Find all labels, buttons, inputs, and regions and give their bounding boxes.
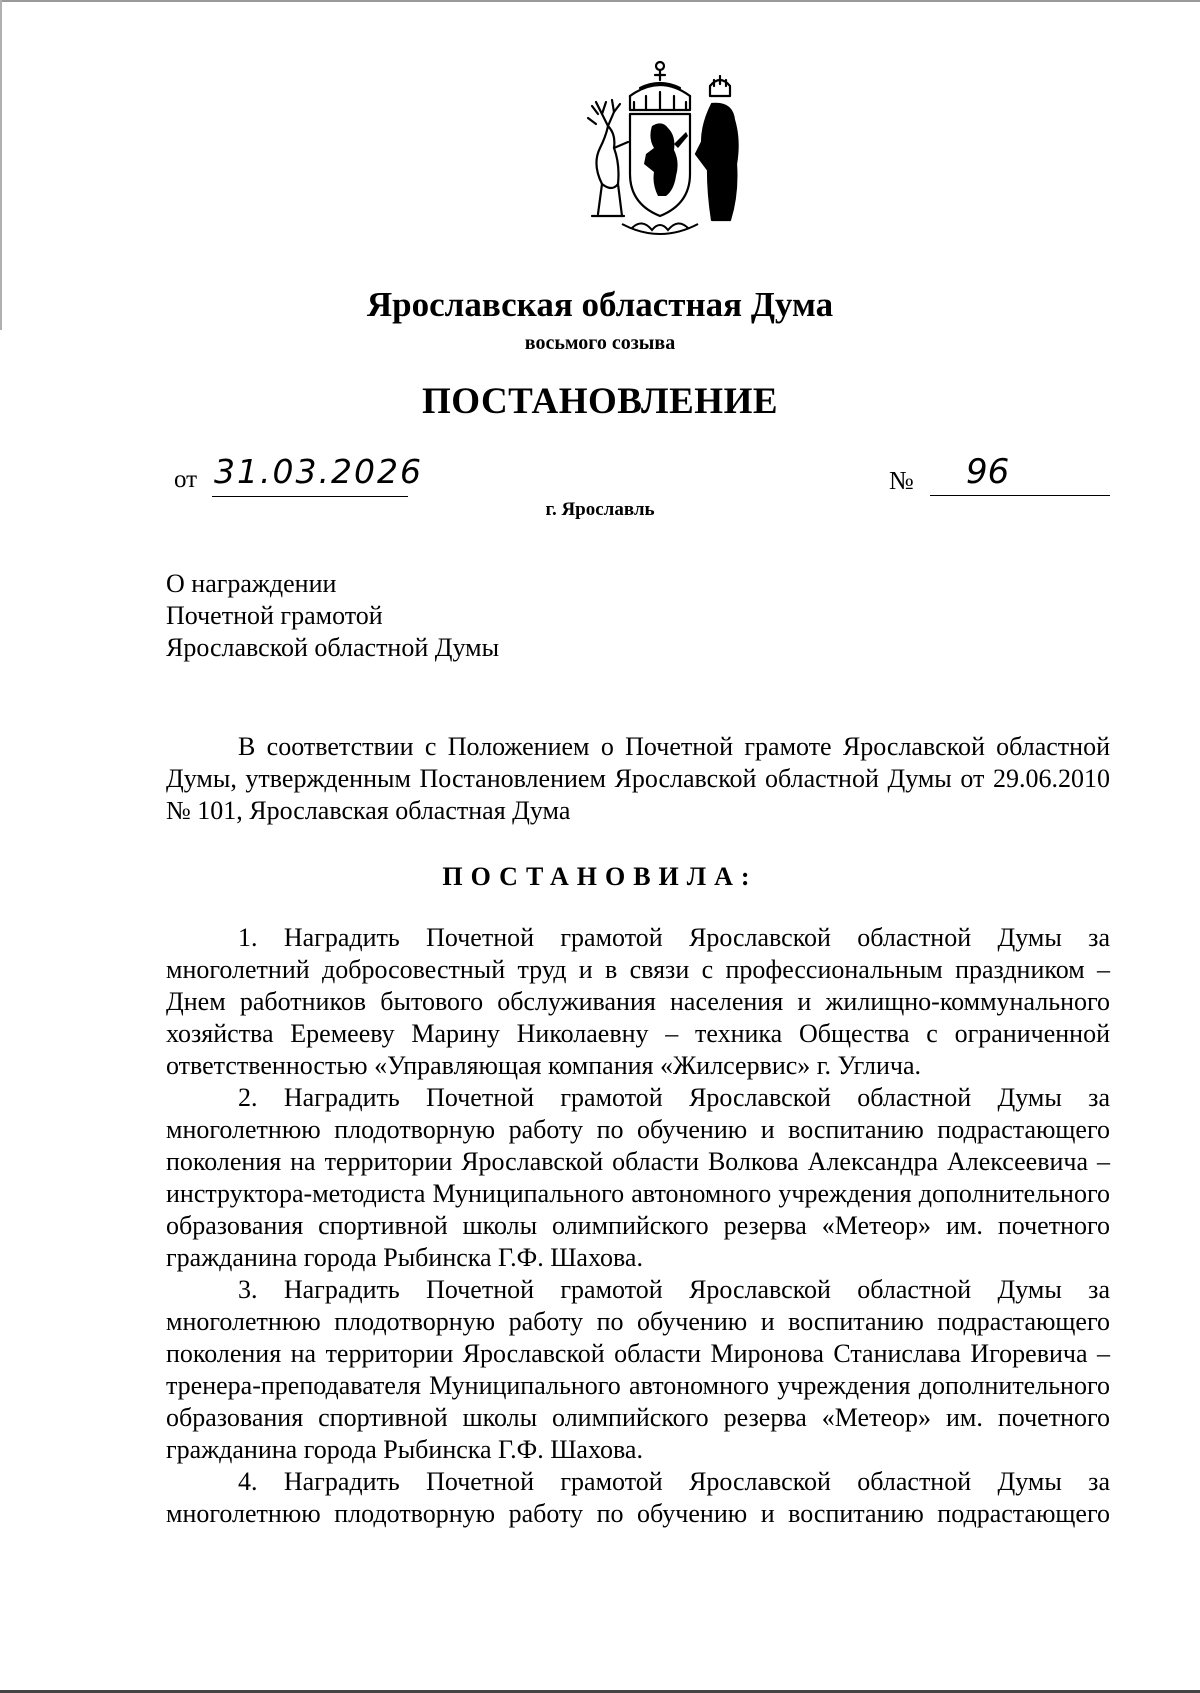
document-subject [166, 568, 499, 664]
decree-item: 3. Наградить Почетной грамотой Ярославской областной Думы за многолетнюю плодотворную работу по обучению и воспитанию подрастающего поколения на территории Ярославской области Миронова Станислава Игоревича – тренера-преподавателя Муниципального автономного учреждения дополнительного образования спортивной школы олимпийского резерва «Метеор» им. почетного гражданина города Рыбинска Г.Ф. Шахова. [166, 1275, 1110, 1464]
decree-item: 4. Наградить Почетной грамотой Ярославской областной Думы за многолетнюю плодотворную работу по обучению и воспитанию подрастающего [166, 1467, 1110, 1528]
decree-items [166, 922, 1110, 1530]
preamble-paragraph [166, 731, 1110, 827]
preamble-text: В соответствии с Положением о Почетной грамоте Ярославской областной Думы, утвержденным Постановлением Ярославской областной Думы от 29.06.2010 № 101, Ярославская областная Дума [166, 732, 1110, 825]
scan-edge-left [0, 0, 2, 330]
convocation-label: восьмого созыва [524, 332, 676, 354]
city-label: г. Ярославль [545, 499, 655, 520]
document-date: 31.03.2026 [212, 452, 408, 497]
subject-line: Ярославской областной Думы [166, 633, 500, 662]
date-prefix: от [174, 466, 198, 493]
subject-line: О награждении [166, 569, 337, 598]
decree-heading: ПОСТАНОВИЛА: [442, 862, 758, 891]
document-type-title: ПОСТАНОВЛЕНИЕ [421, 381, 779, 422]
number-prefix: № [889, 466, 914, 495]
organization-name: Ярославская областная Дума [366, 285, 834, 324]
coat-of-arms-icon [562, 44, 758, 244]
document-number: 96 [930, 452, 1110, 496]
decree-item: 2. Наградить Почетной грамотой Ярославской областной Думы за многолетнюю плодотворную работу по обучению и воспитанию подрастающего поколения на территории Ярославской области Волкова Александра Алексеевича – инструктора-методиста Муниципального автономного учреждения дополнительного образования спортивной школы олимпийского резерва «Метеор» им. почетного гражданина города Рыбинска Г.Ф. Шахова. [166, 1083, 1110, 1272]
scan-edge-top [0, 0, 1200, 2]
subject-line: Почетной грамотой [166, 601, 383, 630]
decree-item: 1. Наградить Почетной грамотой Ярославской областной Думы за многолетний добросовестный труд и в связи с профессиональным праздником – Днем работников бытового обслуживания населения и жилищно-коммунального хозяйства Еремееву Марину Николаевну – техника Общества с ограниченной ответственностью «Управляющая компания «Жилсервис» г. Углича. [166, 923, 1110, 1080]
